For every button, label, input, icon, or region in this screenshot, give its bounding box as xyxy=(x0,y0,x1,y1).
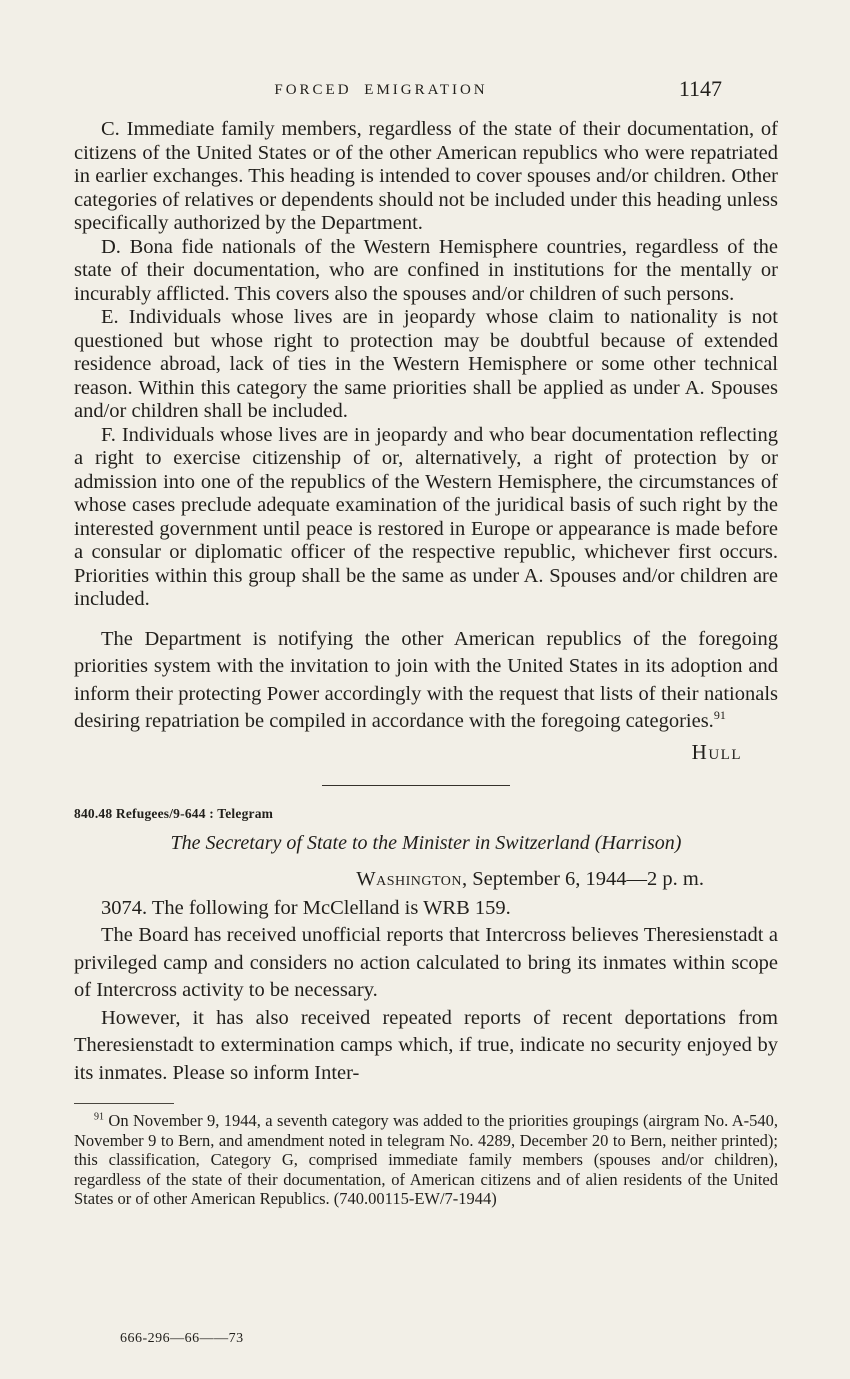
section-divider-rule xyxy=(322,785,510,786)
paragraph-category-c: C. Immediate family members, regardless of the state of their documentation, of citizens of the United States or of the other American republics who were repatriated in earlier exchanges. This heading is intended to cover spouses and/or children. Other categories of relatives or dependents should not be included under this heading unless specifically authorized by the Department. xyxy=(74,118,778,234)
signature-hull: Hull xyxy=(691,739,742,764)
telegram-paragraph-deportations: However, it has also received repeated reports of recent deportations from Theresienstadt to extermination camps which, if true, indicate no security enjoyed by its inmates. Please so inform Inter- xyxy=(74,1006,778,1084)
paragraph-category-e: E. Individuals whose lives are in jeopardy whose claim to nationality is not questioned but whose right to protection may be doubtful because of extended residence abroad, lack of ties in the Western Hemisphere or some other technical reason. Within this category the same priorities shall be applied as under A. Spouses and/or children shall be included. xyxy=(74,306,778,422)
footnote-area xyxy=(74,1103,778,1209)
document-title: The Secretary of State to the Minister in Switzerland (Harrison) xyxy=(170,831,682,854)
footnote-91 xyxy=(74,1111,778,1209)
closing-paragraph xyxy=(74,626,778,736)
running-head-title: FORCED EMIGRATION xyxy=(274,82,488,98)
dateline-place: Washington xyxy=(356,867,462,890)
archive-reference-line: 840.48 Refugees/9-644 : Telegram xyxy=(74,805,274,821)
page-number: 1147 xyxy=(678,76,722,101)
telegram-paragraph-number: 3074. The following for McClelland is WRB 159. xyxy=(101,896,511,919)
page-header xyxy=(74,76,778,102)
dateline xyxy=(74,866,778,893)
footnote-separator-rule xyxy=(74,1103,174,1104)
paragraph-category-d: D. Bona fide nationals of the Western Hemisphere countries, regardless of the state of their documentation, who are confined in institutions for the mentally or incurably afflicted. This covers also the spouses and/or children of such persons. xyxy=(74,235,778,305)
circular-priorities-section xyxy=(74,118,778,765)
dateline-date: , September 6, 1944—2 p. m. xyxy=(462,867,704,890)
closing-paragraph-text: The Department is notifying the other American republics of the foregoing priorities system with the invitation to join with the United States in its adoption and inform their protecting Power accordingly with the request that lists of their nationals desiring repatriation be compiled in accordance with the foregoing categories. xyxy=(74,627,778,732)
telegram-paragraph-reports: The Board has received unofficial reports that Intercross believes Theresienstadt a privileged camp and considers no action calculated to bring its inmates within scope of Intercross activity to be necessary. xyxy=(74,924,778,1001)
footnote-body-text: On November 9, 1944, a seventh category was added to the priorities groupings (airgram No. A-540, November 9 to Bern, and amendment noted in telegram No. 4289, December 20 to Bern, neither printed); this classification, Category G, comprised immediate family members (spouses and/or children), regardless of the state of their documentation, of American citizens and of alien residents of the United States or of other American Republics. (740.00115-EW/7-1944) xyxy=(74,1111,779,1208)
printers-code: 666-296—66——73 xyxy=(120,1331,244,1346)
footnote-marker: 91 xyxy=(94,1111,104,1123)
paragraph-category-f: F. Individuals whose lives are in jeopardy and who bear documentation reflecting a right to exercise citizenship of or, alternatively, a right of protection by or admission into one of the republics of the Western Hemisphere, the circumstances of whose cases preclude adequate examination of the juridical basis of such right by the interested government until peace is restored in Europe or appearance is made before a consular or diplomatic officer of the respective republic, whichever first occurs. Priorities within this group shall be the same as under A. Spouses and/or children are included. xyxy=(74,423,778,610)
telegram-section xyxy=(74,806,778,1088)
footnote-reference-91: 91 xyxy=(713,708,726,723)
